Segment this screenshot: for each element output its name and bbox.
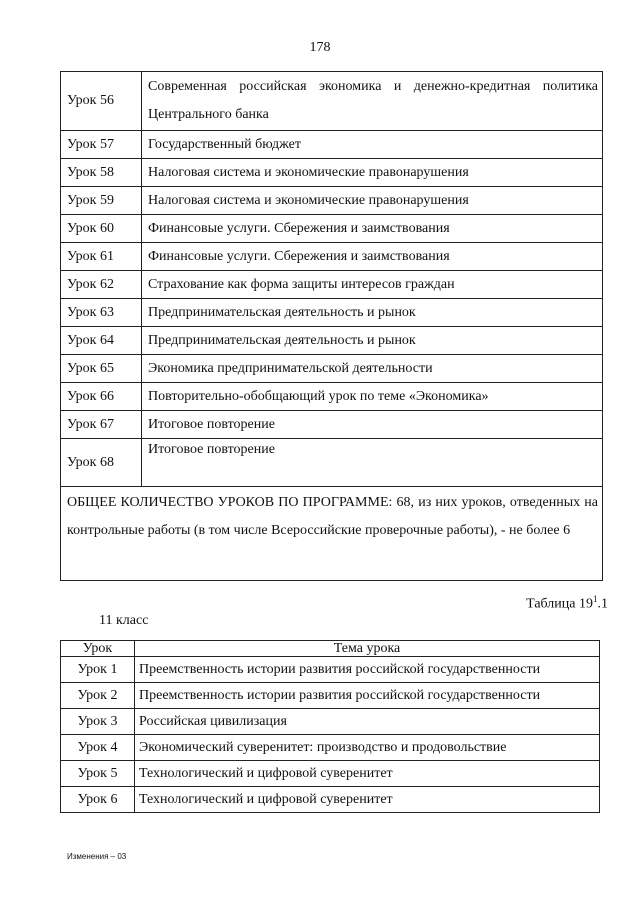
table-row	[61, 299, 603, 327]
lesson-cell: Урок 5	[61, 761, 135, 787]
table-caption-sup: 1	[593, 594, 598, 604]
topic-cell: Технологический и цифровой суверенитет	[135, 787, 600, 813]
topic-cell: Технологический и цифровой суверенитет	[135, 761, 600, 787]
total-row	[61, 487, 603, 581]
table-caption-prefix: Таблица 19	[526, 596, 593, 612]
footer-revision: Изменения – 03	[67, 852, 127, 861]
table-row	[61, 215, 603, 243]
table-row	[61, 735, 600, 761]
table-row	[61, 683, 600, 709]
lesson-cell: Урок 56	[61, 72, 142, 131]
lesson-cell: Урок 66	[61, 383, 142, 411]
table-row	[61, 187, 603, 215]
table-row	[61, 131, 603, 159]
table-row	[61, 787, 600, 813]
header-lesson: Урок	[61, 641, 135, 657]
header-topic: Тема урока	[135, 641, 600, 657]
topic-cell: Предпринимательская деятельность и рынок	[142, 299, 603, 327]
topic-cell: Итоговое повторение	[142, 439, 603, 487]
class-label: 11 класс	[99, 613, 149, 628]
topic-cell: Предпринимательская деятельность и рынок	[142, 327, 603, 355]
table-row	[61, 159, 603, 187]
topic-cell: Финансовые услуги. Сбережения и заимствования	[142, 215, 603, 243]
topic-cell: Экономика предпринимательской деятельности	[142, 355, 603, 383]
lesson-cell: Урок 64	[61, 327, 142, 355]
lesson-cell: Урок 67	[61, 411, 142, 439]
lesson-cell: Урок 4	[61, 735, 135, 761]
lesson-cell: Урок 65	[61, 355, 142, 383]
table-row	[61, 439, 603, 487]
lesson-cell: Урок 58	[61, 159, 142, 187]
topic-cell: Страхование как форма защиты интересов граждан	[142, 271, 603, 299]
topic-cell: Современная российская экономика и денежно-кредитная политика Центрального банка	[142, 72, 603, 131]
topic-cell: Преемственность истории развития российской государственности	[135, 683, 600, 709]
lesson-cell: Урок 1	[61, 657, 135, 683]
topic-cell: Финансовые услуги. Сбережения и заимствования	[142, 243, 603, 271]
table-caption	[526, 594, 608, 613]
lessons-table-10	[60, 71, 603, 581]
topic-cell: Повторительно-обобщающий урок по теме «Экономика»	[142, 383, 603, 411]
lessons-table-11	[60, 640, 600, 813]
topic-cell: Налоговая система и экономические правонарушения	[142, 159, 603, 187]
topic-cell: Российская цивилизация	[135, 709, 600, 735]
lesson-cell: Урок 62	[61, 271, 142, 299]
table-row	[61, 411, 603, 439]
table-row	[61, 271, 603, 299]
table-row	[61, 383, 603, 411]
page-number: 178	[309, 40, 331, 55]
lesson-cell: Урок 57	[61, 131, 142, 159]
total-lessons-text: ОБЩЕЕ КОЛИЧЕСТВО УРОКОВ ПО ПРОГРАММЕ: 68, из них уроков, отведенных на контрольные работы (в том числе Всероссийские проверочные работы), - не более 6	[61, 487, 603, 581]
table-row	[61, 657, 600, 683]
table-row	[61, 72, 603, 131]
table-row	[61, 709, 600, 735]
lesson-cell: Урок 61	[61, 243, 142, 271]
table-caption-suffix: .1	[597, 596, 608, 612]
table-row	[61, 761, 600, 787]
table-row	[61, 243, 603, 271]
lesson-cell: Урок 6	[61, 787, 135, 813]
topic-cell: Экономический суверенитет: производство и продовольствие	[135, 735, 600, 761]
lesson-cell: Урок 60	[61, 215, 142, 243]
lesson-cell: Урок 3	[61, 709, 135, 735]
lesson-cell: Урок 2	[61, 683, 135, 709]
lesson-cell: Урок 59	[61, 187, 142, 215]
topic-cell: Налоговая система и экономические правонарушения	[142, 187, 603, 215]
header-row	[61, 641, 600, 657]
lesson-cell: Урок 63	[61, 299, 142, 327]
topic-cell: Итоговое повторение	[142, 411, 603, 439]
lesson-cell: Урок 68	[61, 439, 142, 487]
table-row	[61, 355, 603, 383]
topic-cell: Преемственность истории развития российской государственности	[135, 657, 600, 683]
table-row	[61, 327, 603, 355]
topic-cell: Государственный бюджет	[142, 131, 603, 159]
